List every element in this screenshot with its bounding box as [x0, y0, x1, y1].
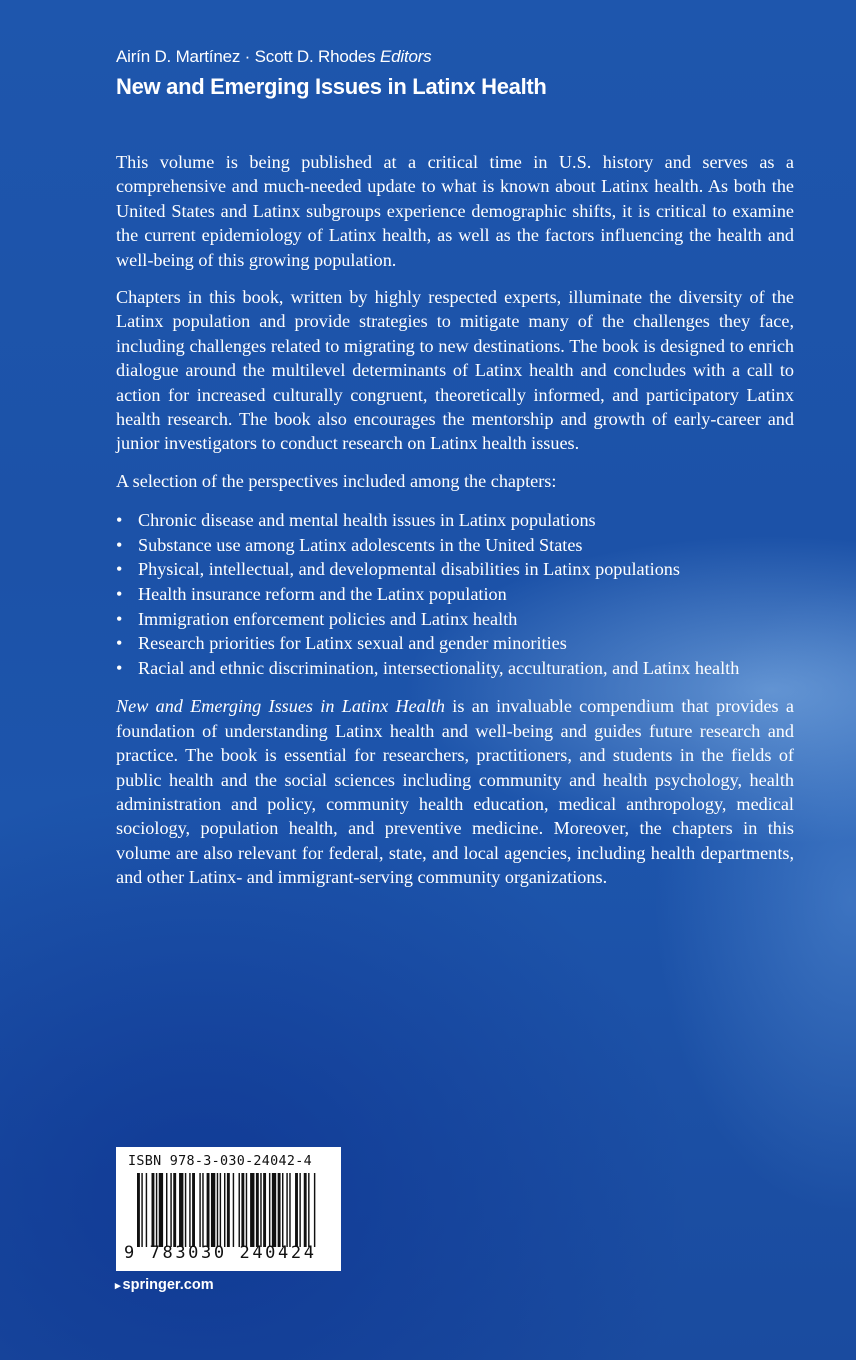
list-item-text: Research priorities for Latinx sexual and gender minorities	[138, 633, 567, 654]
barcode-bar	[192, 1173, 195, 1247]
barcode-bar	[227, 1173, 230, 1247]
barcode-bar	[189, 1173, 190, 1247]
barcode-bar	[137, 1173, 140, 1247]
list-item-text: Substance use among Latinx adolescents in the United States	[138, 534, 583, 555]
barcode-bar	[217, 1173, 218, 1247]
bullet-icon: •	[116, 510, 123, 531]
barcode-bar	[286, 1173, 287, 1247]
list-item-text: Physical, intellectual, and developmental disabilities in Latinx populations	[138, 559, 680, 580]
barcode-bar	[250, 1173, 254, 1247]
barcode-digits: 9 783030 240424	[124, 1243, 317, 1263]
blurb-closing-paragraph	[116, 694, 794, 889]
perspectives-list	[116, 508, 794, 680]
list-item	[116, 508, 794, 533]
bullet-icon: •	[116, 657, 123, 678]
list-item-text: Chronic disease and mental health issues in Latinx populations	[138, 510, 596, 531]
barcode-bar	[224, 1173, 225, 1247]
barcode-bar	[152, 1173, 155, 1247]
barcode-bar	[202, 1173, 203, 1247]
editors-line	[116, 46, 547, 68]
closing-text: is an invaluable compendium that provides a foundation of understanding Latinx health and well-being and guides future research and practice. The book is essential for researchers, practitioners, and students in the fields of public health and the social sciences including community and health psychology, health administration and policy, community health education, medical anthropology, medical sociology, population health, and preventive medicine. Moreover, the chapters in this volume are also relevant for federal, state, and local agencies, including health departments, and other Latinx- and immigrant-serving community organizations.	[116, 696, 794, 888]
barcode-bar	[246, 1173, 247, 1247]
book-title: New and Emerging Issues in Latinx Health	[116, 74, 547, 99]
barcode-bar	[159, 1173, 163, 1247]
barcode-bar	[295, 1173, 298, 1247]
barcode-bar	[220, 1173, 221, 1247]
list-item	[116, 631, 794, 656]
barcode-bar	[199, 1173, 200, 1247]
barcode-bar	[185, 1173, 186, 1247]
barcode-bar	[146, 1173, 147, 1247]
list-item-text: Immigration enforcement policies and Latinx health	[138, 608, 518, 629]
barcode-bar	[233, 1173, 234, 1247]
bullet-icon: •	[116, 584, 123, 605]
barcode-bar	[211, 1173, 215, 1247]
blurb-paragraph-2: Chapters in this book, written by highly respected experts, illuminate the diversity of the Latinx population and provide strategies to mitigate many of the challenges they face, including challenges related to migrating to new destinations. The book is designed to enrich dialogue around the multilevel determinants of Latinx health and concludes with a call to action for increased culturally congruent, theoretically informed, and participatory Latinx health research. The book also encourages the mentorship and growth of early-career and junior investigators to conduct research on Latinx health issues.	[116, 287, 794, 454]
barcode-bar	[289, 1173, 290, 1247]
barcode-bar	[272, 1173, 276, 1247]
barcode-graphic	[137, 1173, 335, 1247]
barcode-bar	[314, 1173, 315, 1247]
isbn-barcode-block	[116, 1147, 341, 1271]
list-item	[116, 607, 794, 632]
barcode-bar	[308, 1173, 309, 1247]
arrow-right-icon: ▸	[115, 1280, 121, 1292]
publisher-website-text: springer.com	[122, 1277, 214, 1293]
closing-book-title: New and Emerging Issues in Latinx Health	[116, 696, 445, 717]
barcode-bar	[278, 1173, 281, 1247]
barcode-bar	[256, 1173, 259, 1247]
barcode-bar	[304, 1173, 307, 1247]
barcode-bar	[179, 1173, 183, 1247]
barcode-bar	[173, 1173, 176, 1247]
barcode-bar	[166, 1173, 167, 1247]
list-item	[116, 582, 794, 607]
publisher-website[interactable]	[115, 1277, 214, 1293]
barcode-bar	[170, 1173, 171, 1247]
editors-role: Editors	[379, 47, 432, 66]
bullet-icon: •	[116, 559, 123, 580]
blurb-paragraph-1: This volume is being published at a critical time in U.S. history and serves as a comprehensive and much-needed update to what is known about Latinx health. As both the United States and Latinx subgroups experience demographic shifts, it is critical to examine the current epidemiology of Latinx health, as well as the factors influencing the health and well-being of this growing population.	[116, 152, 794, 270]
barcode-bar	[239, 1173, 240, 1247]
barcode-bar	[241, 1173, 244, 1247]
barcode-bar	[299, 1173, 300, 1247]
list-item-text: Racial and ethnic discrimination, intersectionality, acculturation, and Latinx health	[138, 657, 740, 678]
list-item	[116, 533, 794, 558]
isbn-label: ISBN 978-3-030-24042-4	[128, 1154, 312, 1169]
bullet-icon: •	[116, 534, 123, 555]
list-item	[116, 557, 794, 582]
barcode-bar	[207, 1173, 210, 1247]
bullet-icon: •	[116, 633, 123, 654]
barcode-bar	[263, 1173, 266, 1247]
blurb	[116, 150, 794, 903]
bullet-icon: •	[116, 608, 123, 629]
barcode-bar	[141, 1173, 142, 1247]
list-item-text: Health insurance reform and the Latinx population	[138, 584, 507, 605]
barcode-bar	[156, 1173, 157, 1247]
editors-names: Airín D. Martínez · Scott D. Rhodes	[116, 47, 376, 66]
barcode-bar	[260, 1173, 261, 1247]
list-intro: A selection of the perspectives included among the chapters:	[116, 470, 557, 491]
barcode-bar	[282, 1173, 283, 1247]
barcode-bar	[269, 1173, 270, 1247]
list-item	[116, 656, 794, 681]
cover-header	[116, 46, 547, 102]
